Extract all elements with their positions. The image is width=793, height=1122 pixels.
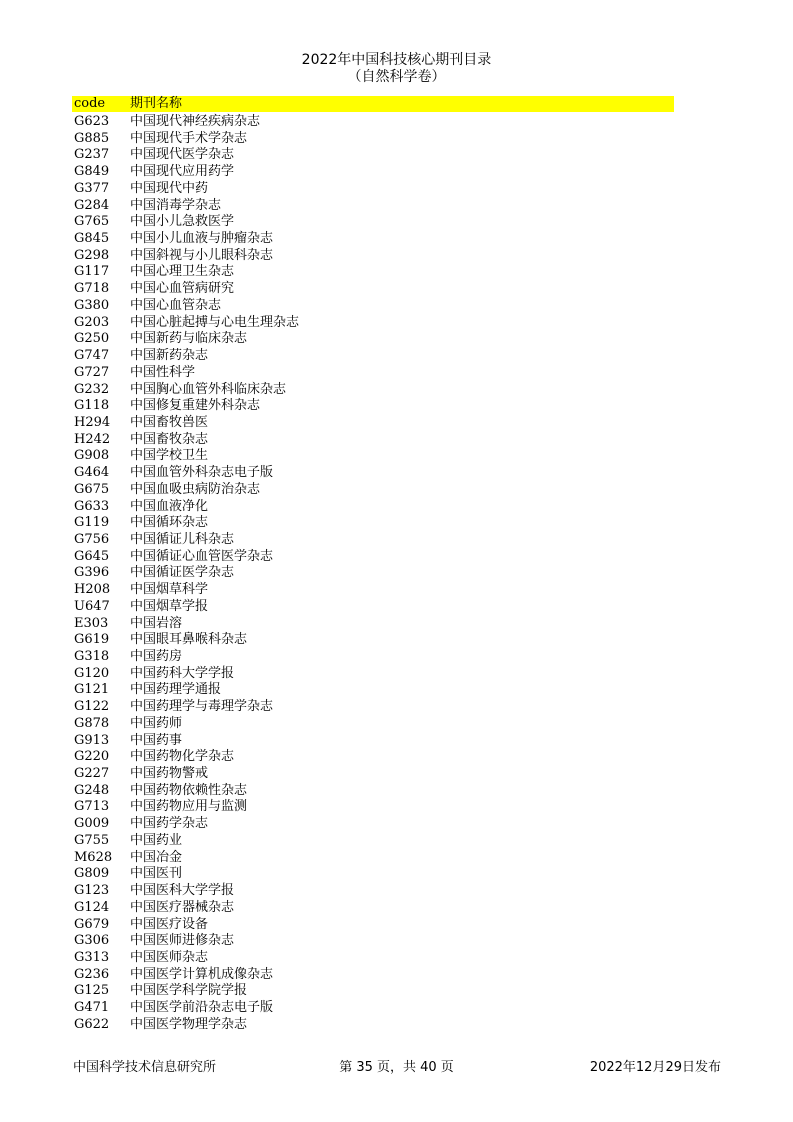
table-row	[72, 1000, 692, 1017]
journal-name: 中国心血管杂志	[130, 297, 222, 313]
table-row	[72, 198, 692, 215]
table-row	[72, 883, 692, 900]
journal-name: 中国冶金	[130, 849, 183, 865]
journal-code: G120	[74, 665, 110, 681]
journal-name: 中国医学物理学杂志	[130, 1016, 248, 1032]
journal-name: 中国药师	[130, 715, 183, 731]
table-header	[72, 96, 674, 112]
journal-name: 中国药学杂志	[130, 816, 209, 832]
journal-code: H294	[74, 414, 111, 430]
journal-code: G237	[74, 147, 110, 163]
journal-code: G118	[74, 398, 110, 414]
journal-code: G236	[74, 966, 110, 982]
journal-code: G121	[74, 682, 110, 698]
journal-name: 中国医学科学院学报	[130, 983, 248, 999]
journal-code: G380	[74, 297, 110, 313]
table-row	[72, 716, 692, 733]
table-row	[72, 398, 692, 415]
table-row	[72, 248, 692, 265]
journal-name: 中国医学前沿杂志电子版	[130, 1000, 274, 1016]
table-row	[72, 833, 692, 850]
journal-name: 中国药事	[130, 732, 183, 748]
journal-code: G913	[74, 732, 110, 748]
table-row	[72, 515, 692, 532]
journal-code: G675	[74, 481, 110, 497]
journal-code: G313	[74, 949, 110, 965]
table-row	[72, 816, 692, 833]
journal-code: G878	[74, 715, 110, 731]
journal-code: G908	[74, 448, 110, 464]
journal-name: 中国医师杂志	[130, 949, 209, 965]
table-row	[72, 900, 692, 917]
table-row	[72, 147, 692, 164]
table-row	[72, 181, 692, 198]
journal-code: G306	[74, 933, 110, 949]
table-row	[72, 766, 692, 783]
journal-code: M628	[74, 849, 113, 865]
journal-code: G713	[74, 799, 110, 815]
journal-code: G119	[74, 515, 110, 531]
journal-name: 中国医疗器械杂志	[130, 899, 235, 915]
journal-code: G203	[74, 314, 110, 330]
journal-name: 中国小儿急救医学	[130, 214, 235, 230]
journal-name: 中国医疗设备	[130, 916, 209, 932]
journal-code: G464	[74, 465, 110, 481]
document-title: 2022年中国科技核心期刊目录	[301, 52, 492, 68]
journal-name: 中国现代中药	[130, 180, 209, 196]
journal-code: H242	[74, 431, 111, 447]
footer-page-number: 第 35 页，共 40 页	[339, 1060, 454, 1075]
table-row	[72, 950, 692, 967]
journal-list	[72, 114, 692, 1034]
journal-name: 中国药物化学杂志	[130, 749, 235, 765]
journal-name: 中国心理卫生杂志	[130, 264, 235, 280]
table-row	[72, 582, 692, 599]
journal-name: 中国畜牧杂志	[130, 431, 209, 447]
table-row	[72, 465, 692, 482]
table-row	[72, 281, 692, 298]
journal-name: 中国循环杂志	[130, 515, 209, 531]
journal-name: 中国性科学	[130, 364, 196, 380]
table-row	[72, 264, 692, 281]
table-row	[72, 799, 692, 816]
journal-name: 中国学校卫生	[130, 448, 209, 464]
footer-institution: 中国科学技术信息研究所	[73, 1060, 217, 1075]
journal-name: 中国现代手术学杂志	[130, 130, 248, 146]
journal-name: 中国胸心血管外科临床杂志	[130, 381, 287, 397]
table-row	[72, 482, 692, 499]
table-row	[72, 967, 692, 984]
journal-code: G471	[74, 1000, 110, 1016]
journal-code: G623	[74, 114, 110, 129]
journal-name: 中国医学计算机成像杂志	[130, 966, 274, 982]
journal-name: 中国药理学通报	[130, 682, 222, 698]
journal-code: G122	[74, 699, 110, 715]
table-row	[72, 1017, 692, 1034]
table-row	[72, 331, 692, 348]
table-row	[72, 415, 692, 432]
journal-name: 中国药业	[130, 832, 183, 848]
table-row	[72, 616, 692, 633]
journal-name: 中国医刊	[130, 866, 183, 882]
journal-name: 中国药物应用与监测	[130, 799, 248, 815]
table-row	[72, 699, 692, 716]
journal-name: 中国药理学与毒理学杂志	[130, 699, 274, 715]
table-row	[72, 432, 692, 449]
journal-name: 中国新药杂志	[130, 348, 209, 364]
journal-code: G765	[74, 214, 110, 230]
table-row	[72, 348, 692, 365]
journal-name: 中国烟草科学	[130, 582, 209, 598]
journal-code: G885	[74, 130, 110, 146]
journal-name: 中国心血管病研究	[130, 281, 235, 297]
journal-code: G718	[74, 281, 110, 297]
journal-code: G633	[74, 498, 110, 514]
table-row	[72, 565, 692, 582]
table-row	[72, 933, 692, 950]
journal-code: G679	[74, 916, 110, 932]
journal-name: 中国现代神经疾病杂志	[130, 114, 261, 129]
journal-name: 中国血液净化	[130, 498, 209, 514]
journal-code: G124	[74, 899, 110, 915]
table-row	[72, 783, 692, 800]
table-row	[72, 448, 692, 465]
table-row	[72, 231, 692, 248]
table-row	[72, 850, 692, 867]
journal-code: G849	[74, 164, 110, 180]
table-row	[72, 632, 692, 649]
journal-code: G318	[74, 649, 110, 664]
table-row	[72, 298, 692, 315]
journal-name: 中国现代应用药学	[130, 164, 235, 180]
table-row	[72, 749, 692, 766]
journal-name: 中国心脏起搏与心电生理杂志	[130, 314, 300, 330]
journal-name: 中国药物依赖性杂志	[130, 782, 248, 798]
journal-name: 中国小儿血液与肿瘤杂志	[130, 231, 274, 247]
journal-code: G284	[74, 197, 110, 213]
table-row	[72, 983, 692, 1000]
journal-name: 中国循证儿科杂志	[130, 531, 235, 547]
table-row	[72, 164, 692, 181]
journal-name: 中国血吸虫病防治杂志	[130, 481, 261, 497]
journal-code: G845	[74, 231, 110, 247]
journal-name: 中国畜牧兽医	[130, 414, 209, 430]
journal-name: 中国眼耳鼻喉科杂志	[130, 632, 248, 648]
table-row	[72, 532, 692, 549]
journal-code: G009	[74, 816, 110, 832]
journal-name: 中国现代医学杂志	[130, 147, 235, 163]
table-row	[72, 499, 692, 516]
journal-code: G125	[74, 983, 110, 999]
journal-name: 中国医科大学学报	[130, 883, 235, 899]
table-row	[72, 365, 692, 382]
journal-code: G298	[74, 247, 110, 263]
table-row	[72, 315, 692, 332]
journal-name: 中国血管外科杂志电子版	[130, 465, 274, 481]
footer-date: 2022年12月29日发布	[589, 1060, 721, 1075]
journal-name: 中国药房	[130, 649, 183, 664]
header-code: code	[74, 96, 106, 111]
journal-code: G727	[74, 364, 110, 380]
table-row	[72, 682, 692, 699]
journal-code: G619	[74, 632, 110, 648]
journal-name: 中国医师进修杂志	[130, 933, 235, 949]
journal-code: E303	[74, 615, 109, 631]
journal-code: G123	[74, 883, 110, 899]
table-row	[72, 666, 692, 683]
journal-name: 中国消毒学杂志	[130, 197, 222, 213]
journal-name: 中国药科大学学报	[130, 665, 235, 681]
journal-code: U647	[74, 598, 110, 614]
journal-name: 中国斜视与小儿眼科杂志	[130, 247, 274, 263]
journal-code: G377	[74, 180, 110, 196]
journal-code: G248	[74, 782, 110, 798]
journal-name: 中国岩溶	[130, 615, 183, 631]
journal-code: G645	[74, 548, 110, 564]
journal-code: G622	[74, 1016, 110, 1032]
table-row	[72, 131, 692, 148]
journal-name: 中国循证心血管医学杂志	[130, 548, 274, 564]
journal-code: G227	[74, 766, 110, 782]
journal-code: G755	[74, 832, 110, 848]
journal-code: G396	[74, 565, 110, 581]
table-row	[72, 214, 692, 231]
table-row	[72, 599, 692, 616]
journal-code: G117	[74, 264, 110, 280]
journal-code: G747	[74, 348, 110, 364]
journal-name: 中国循证医学杂志	[130, 565, 235, 581]
journal-code: G232	[74, 381, 110, 397]
journal-code: G220	[74, 749, 110, 765]
journal-code: H208	[74, 582, 111, 598]
table-row	[72, 649, 692, 666]
table-row	[72, 549, 692, 566]
document-subtitle: （自然科学卷）	[347, 69, 446, 85]
journal-name: 中国新药与临床杂志	[130, 331, 248, 347]
table-row	[72, 917, 692, 934]
journal-name: 中国药物警戒	[130, 766, 209, 782]
journal-code: G809	[74, 866, 110, 882]
journal-code: G250	[74, 331, 110, 347]
journal-name: 中国烟草学报	[130, 598, 209, 614]
journal-code: G756	[74, 531, 110, 547]
table-row	[72, 733, 692, 750]
table-row	[72, 382, 692, 399]
table-row	[72, 866, 692, 883]
journal-name: 中国修复重建外科杂志	[130, 398, 261, 414]
header-name: 期刊名称	[130, 96, 183, 111]
table-row	[72, 114, 692, 131]
